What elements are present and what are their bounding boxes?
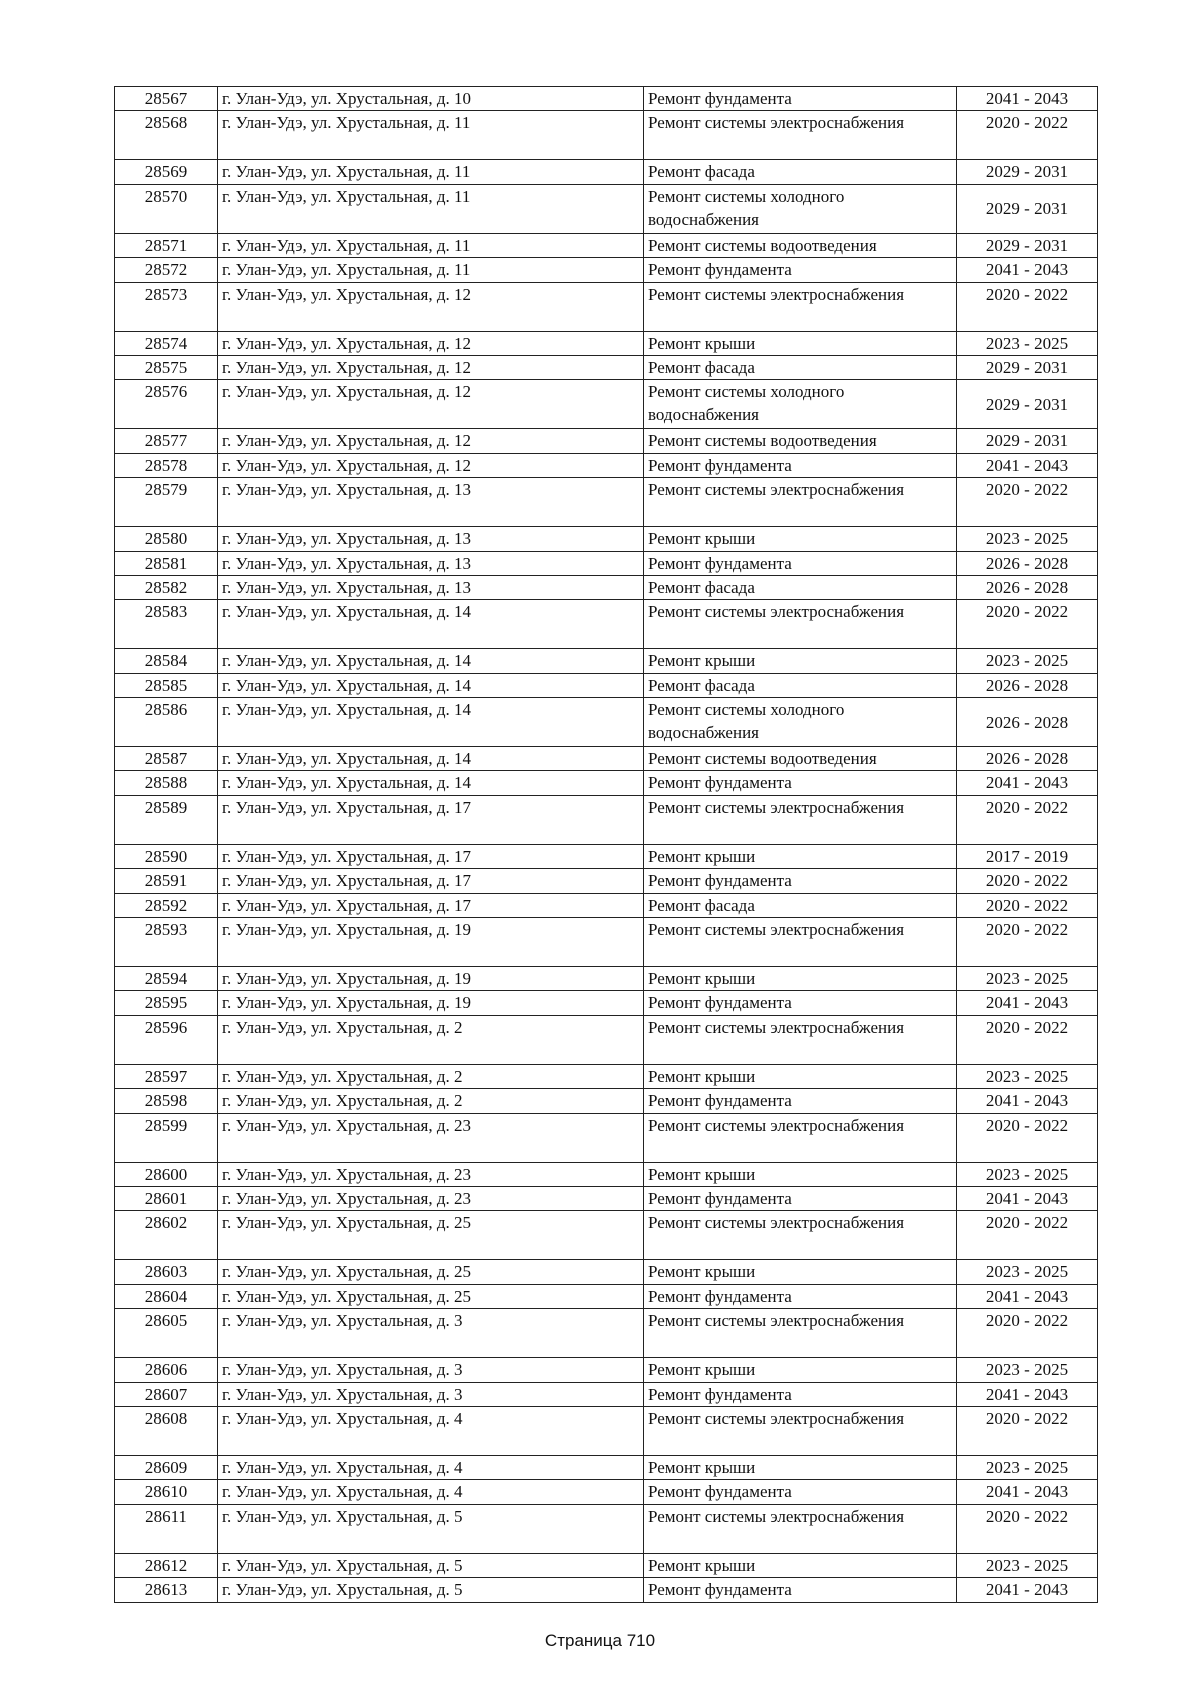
period-cell: 2020 - 2022 (957, 282, 1098, 331)
work-type-cell: Ремонт системы электроснабжения (644, 1211, 957, 1260)
address-cell: г. Улан-Удэ, ул. Хрустальная, д. 23 (218, 1162, 644, 1186)
table-row (115, 893, 1098, 917)
record-id-cell: 28579 (115, 478, 218, 527)
period-cell: 2026 - 2028 (957, 673, 1098, 697)
address-cell: г. Улан-Удэ, ул. Хрустальная, д. 12 (218, 331, 644, 355)
record-id-cell: 28586 (115, 698, 218, 747)
table-row (115, 331, 1098, 355)
address-cell: г. Улан-Удэ, ул. Хрустальная, д. 11 (218, 258, 644, 282)
record-id-cell: 28574 (115, 331, 218, 355)
address-cell: г. Улан-Удэ, ул. Хрустальная, д. 23 (218, 1186, 644, 1210)
table-row (115, 1186, 1098, 1210)
work-type-cell: Ремонт фундамента (644, 87, 957, 111)
period-cell: 2041 - 2043 (957, 1089, 1098, 1113)
table-row (115, 967, 1098, 991)
table-row (115, 1358, 1098, 1382)
record-id-cell: 28594 (115, 967, 218, 991)
address-cell: г. Улан-Удэ, ул. Хрустальная, д. 25 (218, 1260, 644, 1284)
work-type-cell: Ремонт фундамента (644, 991, 957, 1015)
address-cell: г. Улан-Удэ, ул. Хрустальная, д. 5 (218, 1553, 644, 1577)
work-type-cell: Ремонт крыши (644, 967, 957, 991)
period-cell: 2020 - 2022 (957, 1504, 1098, 1553)
address-cell: г. Улан-Удэ, ул. Хрустальная, д. 11 (218, 160, 644, 184)
work-type-cell: Ремонт фундамента (644, 771, 957, 795)
table-row (115, 747, 1098, 771)
table-row (115, 1309, 1098, 1358)
period-cell: 2041 - 2043 (957, 1578, 1098, 1602)
address-cell: г. Улан-Удэ, ул. Хрустальная, д. 13 (218, 551, 644, 575)
table-row (115, 575, 1098, 599)
table-row (115, 771, 1098, 795)
period-cell: 2029 - 2031 (957, 355, 1098, 379)
record-id-cell: 28571 (115, 233, 218, 257)
work-type-cell: Ремонт крыши (644, 1162, 957, 1186)
period-cell: 2026 - 2028 (957, 551, 1098, 575)
period-cell: 2023 - 2025 (957, 649, 1098, 673)
table-row (115, 795, 1098, 844)
address-cell: г. Улан-Удэ, ул. Хрустальная, д. 17 (218, 795, 644, 844)
record-id-cell: 28607 (115, 1382, 218, 1406)
record-id-cell: 28613 (115, 1578, 218, 1602)
table-row (115, 111, 1098, 160)
table-row (115, 184, 1098, 233)
address-cell: г. Улан-Удэ, ул. Хрустальная, д. 13 (218, 478, 644, 527)
address-cell: г. Улан-Удэ, ул. Хрустальная, д. 11 (218, 111, 644, 160)
address-cell: г. Улан-Удэ, ул. Хрустальная, д. 2 (218, 1089, 644, 1113)
record-id-cell: 28596 (115, 1015, 218, 1064)
table-row (115, 429, 1098, 453)
address-cell: г. Улан-Удэ, ул. Хрустальная, д. 11 (218, 184, 644, 233)
work-type-cell: Ремонт крыши (644, 527, 957, 551)
address-cell: г. Улан-Удэ, ул. Хрустальная, д. 14 (218, 771, 644, 795)
period-cell: 2023 - 2025 (957, 1260, 1098, 1284)
record-id-cell: 28593 (115, 918, 218, 967)
period-cell: 2041 - 2043 (957, 1186, 1098, 1210)
address-cell: г. Улан-Удэ, ул. Хрустальная, д. 12 (218, 453, 644, 477)
record-id-cell: 28590 (115, 844, 218, 868)
record-id-cell: 28595 (115, 991, 218, 1015)
record-id-cell: 28585 (115, 673, 218, 697)
address-cell: г. Улан-Удэ, ул. Хрустальная, д. 5 (218, 1578, 644, 1602)
address-cell: г. Улан-Удэ, ул. Хрустальная, д. 2 (218, 1064, 644, 1088)
table-row (115, 991, 1098, 1015)
period-cell: 2020 - 2022 (957, 1211, 1098, 1260)
table-row (115, 453, 1098, 477)
period-cell: 2023 - 2025 (957, 1455, 1098, 1479)
record-id-cell: 28589 (115, 795, 218, 844)
address-cell: г. Улан-Удэ, ул. Хрустальная, д. 25 (218, 1284, 644, 1308)
work-type-cell: Ремонт системы электроснабжения (644, 1406, 957, 1455)
work-type-cell: Ремонт фундамента (644, 551, 957, 575)
address-cell: г. Улан-Удэ, ул. Хрустальная, д. 4 (218, 1455, 644, 1479)
table-row (115, 1406, 1098, 1455)
table-row (115, 1260, 1098, 1284)
table-row (115, 233, 1098, 257)
table-row (115, 869, 1098, 893)
address-cell: г. Улан-Удэ, ул. Хрустальная, д. 14 (218, 673, 644, 697)
table-row (115, 1162, 1098, 1186)
record-id-cell: 28601 (115, 1186, 218, 1210)
table-row (115, 1211, 1098, 1260)
record-id-cell: 28573 (115, 282, 218, 331)
record-id-cell: 28611 (115, 1504, 218, 1553)
record-id-cell: 28597 (115, 1064, 218, 1088)
table-row (115, 1064, 1098, 1088)
table-row (115, 1015, 1098, 1064)
period-cell: 2020 - 2022 (957, 478, 1098, 527)
address-cell: г. Улан-Удэ, ул. Хрустальная, д. 4 (218, 1480, 644, 1504)
record-id-cell: 28591 (115, 869, 218, 893)
work-type-cell: Ремонт системы электроснабжения (644, 1504, 957, 1553)
record-id-cell: 28600 (115, 1162, 218, 1186)
record-id-cell: 28599 (115, 1113, 218, 1162)
work-type-cell: Ремонт фасада (644, 575, 957, 599)
address-cell: г. Улан-Удэ, ул. Хрустальная, д. 13 (218, 527, 644, 551)
record-id-cell: 28582 (115, 575, 218, 599)
address-cell: г. Улан-Удэ, ул. Хрустальная, д. 17 (218, 893, 644, 917)
period-cell: 2029 - 2031 (957, 429, 1098, 453)
address-cell: г. Улан-Удэ, ул. Хрустальная, д. 25 (218, 1211, 644, 1260)
work-type-cell: Ремонт крыши (644, 331, 957, 355)
record-id-cell: 28588 (115, 771, 218, 795)
record-id-cell: 28581 (115, 551, 218, 575)
period-cell: 2020 - 2022 (957, 600, 1098, 649)
record-id-cell: 28570 (115, 184, 218, 233)
address-cell: г. Улан-Удэ, ул. Хрустальная, д. 13 (218, 575, 644, 599)
work-type-cell: Ремонт системы электроснабжения (644, 1015, 957, 1064)
period-cell: 2020 - 2022 (957, 1406, 1098, 1455)
address-cell: г. Улан-Удэ, ул. Хрустальная, д. 14 (218, 649, 644, 673)
table-row (115, 355, 1098, 379)
work-type-cell: Ремонт системы электроснабжения (644, 795, 957, 844)
period-cell: 2020 - 2022 (957, 893, 1098, 917)
period-cell: 2041 - 2043 (957, 1382, 1098, 1406)
table-row (115, 551, 1098, 575)
work-type-cell: Ремонт системы холодного водоснабжения (644, 698, 957, 747)
address-cell: г. Улан-Удэ, ул. Хрустальная, д. 12 (218, 380, 644, 429)
address-cell: г. Улан-Удэ, ул. Хрустальная, д. 3 (218, 1358, 644, 1382)
work-type-cell: Ремонт фундамента (644, 1186, 957, 1210)
address-cell: г. Улан-Удэ, ул. Хрустальная, д. 3 (218, 1309, 644, 1358)
period-cell: 2041 - 2043 (957, 991, 1098, 1015)
record-id-cell: 28606 (115, 1358, 218, 1382)
work-type-cell: Ремонт системы водоотведения (644, 747, 957, 771)
work-type-cell: Ремонт крыши (644, 1064, 957, 1088)
period-cell: 2041 - 2043 (957, 1284, 1098, 1308)
record-id-cell: 28578 (115, 453, 218, 477)
period-cell: 2023 - 2025 (957, 1064, 1098, 1088)
address-cell: г. Улан-Удэ, ул. Хрустальная, д. 23 (218, 1113, 644, 1162)
table-row (115, 1455, 1098, 1479)
record-id-cell: 28584 (115, 649, 218, 673)
work-type-cell: Ремонт фасада (644, 355, 957, 379)
work-type-cell: Ремонт крыши (644, 649, 957, 673)
table-row (115, 1284, 1098, 1308)
work-type-cell: Ремонт фасада (644, 673, 957, 697)
period-cell: 2023 - 2025 (957, 527, 1098, 551)
table-row (115, 1578, 1098, 1602)
address-cell: г. Улан-Удэ, ул. Хрустальная, д. 12 (218, 429, 644, 453)
work-type-cell: Ремонт фундамента (644, 1578, 957, 1602)
period-cell: 2020 - 2022 (957, 111, 1098, 160)
address-cell: г. Улан-Удэ, ул. Хрустальная, д. 4 (218, 1406, 644, 1455)
table-row (115, 258, 1098, 282)
period-cell: 2023 - 2025 (957, 1358, 1098, 1382)
record-id-cell: 28609 (115, 1455, 218, 1479)
work-type-cell: Ремонт крыши (644, 1455, 957, 1479)
period-cell: 2020 - 2022 (957, 869, 1098, 893)
address-cell: г. Улан-Удэ, ул. Хрустальная, д. 17 (218, 844, 644, 868)
table-row (115, 1382, 1098, 1406)
record-id-cell: 28583 (115, 600, 218, 649)
period-cell: 2020 - 2022 (957, 1015, 1098, 1064)
work-type-cell: Ремонт фундамента (644, 1480, 957, 1504)
period-cell: 2041 - 2043 (957, 87, 1098, 111)
table-row (115, 160, 1098, 184)
table-row (115, 1504, 1098, 1553)
record-id-cell: 28602 (115, 1211, 218, 1260)
period-cell: 2041 - 2043 (957, 1480, 1098, 1504)
period-cell: 2029 - 2031 (957, 233, 1098, 257)
period-cell: 2029 - 2031 (957, 380, 1098, 429)
address-cell: г. Улан-Удэ, ул. Хрустальная, д. 3 (218, 1382, 644, 1406)
address-cell: г. Улан-Удэ, ул. Хрустальная, д. 5 (218, 1504, 644, 1553)
period-cell: 2041 - 2043 (957, 258, 1098, 282)
table-row (115, 844, 1098, 868)
period-cell: 2023 - 2025 (957, 967, 1098, 991)
address-cell: г. Улан-Удэ, ул. Хрустальная, д. 14 (218, 747, 644, 771)
work-type-cell: Ремонт системы холодного водоснабжения (644, 380, 957, 429)
work-type-cell: Ремонт крыши (644, 1260, 957, 1284)
period-cell: 2026 - 2028 (957, 698, 1098, 747)
work-type-cell: Ремонт фасада (644, 893, 957, 917)
table-row (115, 1480, 1098, 1504)
period-cell: 2020 - 2022 (957, 918, 1098, 967)
table-row (115, 478, 1098, 527)
work-type-cell: Ремонт фасада (644, 160, 957, 184)
work-type-cell: Ремонт фундамента (644, 1089, 957, 1113)
period-cell: 2020 - 2022 (957, 1309, 1098, 1358)
period-cell: 2023 - 2025 (957, 331, 1098, 355)
table-row (115, 698, 1098, 747)
record-id-cell: 28598 (115, 1089, 218, 1113)
record-id-cell: 28610 (115, 1480, 218, 1504)
work-type-cell: Ремонт крыши (644, 1553, 957, 1577)
address-cell: г. Улан-Удэ, ул. Хрустальная, д. 2 (218, 1015, 644, 1064)
work-type-cell: Ремонт крыши (644, 1358, 957, 1382)
record-id-cell: 28587 (115, 747, 218, 771)
work-type-cell: Ремонт системы электроснабжения (644, 600, 957, 649)
table-row (115, 380, 1098, 429)
address-cell: г. Улан-Удэ, ул. Хрустальная, д. 12 (218, 282, 644, 331)
register-table (114, 86, 1098, 1603)
work-type-cell: Ремонт фундамента (644, 869, 957, 893)
table-row (115, 282, 1098, 331)
work-type-cell: Ремонт системы холодного водоснабжения (644, 184, 957, 233)
work-type-cell: Ремонт фундамента (644, 1382, 957, 1406)
period-cell: 2026 - 2028 (957, 747, 1098, 771)
table-row (115, 527, 1098, 551)
work-type-cell: Ремонт системы электроснабжения (644, 918, 957, 967)
period-cell: 2020 - 2022 (957, 795, 1098, 844)
work-type-cell: Ремонт системы водоотведения (644, 429, 957, 453)
table-row (115, 673, 1098, 697)
record-id-cell: 28603 (115, 1260, 218, 1284)
work-type-cell: Ремонт фундамента (644, 1284, 957, 1308)
table-row (115, 1553, 1098, 1577)
period-cell: 2017 - 2019 (957, 844, 1098, 868)
address-cell: г. Улан-Удэ, ул. Хрустальная, д. 10 (218, 87, 644, 111)
page-number: Страница 710 (544, 1631, 656, 1650)
record-id-cell: 28575 (115, 355, 218, 379)
record-id-cell: 28567 (115, 87, 218, 111)
address-cell: г. Улан-Удэ, ул. Хрустальная, д. 14 (218, 698, 644, 747)
work-type-cell: Ремонт фундамента (644, 258, 957, 282)
table-row (115, 600, 1098, 649)
period-cell: 2029 - 2031 (957, 184, 1098, 233)
address-cell: г. Улан-Удэ, ул. Хрустальная, д. 14 (218, 600, 644, 649)
table-row (115, 1113, 1098, 1162)
table-row (115, 649, 1098, 673)
period-cell: 2029 - 2031 (957, 160, 1098, 184)
period-cell: 2020 - 2022 (957, 1113, 1098, 1162)
work-type-cell: Ремонт фундамента (644, 453, 957, 477)
work-type-cell: Ремонт системы электроснабжения (644, 1309, 957, 1358)
record-id-cell: 28580 (115, 527, 218, 551)
work-type-cell: Ремонт системы водоотведения (644, 233, 957, 257)
period-cell: 2041 - 2043 (957, 771, 1098, 795)
record-id-cell: 28604 (115, 1284, 218, 1308)
work-type-cell: Ремонт системы электроснабжения (644, 478, 957, 527)
address-cell: г. Улан-Удэ, ул. Хрустальная, д. 19 (218, 991, 644, 1015)
address-cell: г. Улан-Удэ, ул. Хрустальная, д. 19 (218, 967, 644, 991)
work-type-cell: Ремонт крыши (644, 844, 957, 868)
address-cell: г. Улан-Удэ, ул. Хрустальная, д. 11 (218, 233, 644, 257)
record-id-cell: 28569 (115, 160, 218, 184)
work-type-cell: Ремонт системы электроснабжения (644, 111, 957, 160)
table-row (115, 1089, 1098, 1113)
period-cell: 2023 - 2025 (957, 1553, 1098, 1577)
record-id-cell: 28605 (115, 1309, 218, 1358)
address-cell: г. Улан-Удэ, ул. Хрустальная, д. 19 (218, 918, 644, 967)
work-type-cell: Ремонт системы электроснабжения (644, 1113, 957, 1162)
period-cell: 2041 - 2043 (957, 453, 1098, 477)
table-row (115, 918, 1098, 967)
address-cell: г. Улан-Удэ, ул. Хрустальная, д. 12 (218, 355, 644, 379)
period-cell: 2023 - 2025 (957, 1162, 1098, 1186)
table-row (115, 87, 1098, 111)
work-type-cell: Ремонт системы электроснабжения (644, 282, 957, 331)
record-id-cell: 28572 (115, 258, 218, 282)
record-id-cell: 28576 (115, 380, 218, 429)
record-id-cell: 28612 (115, 1553, 218, 1577)
register-table-body (115, 87, 1098, 1603)
period-cell: 2026 - 2028 (957, 575, 1098, 599)
record-id-cell: 28577 (115, 429, 218, 453)
record-id-cell: 28592 (115, 893, 218, 917)
record-id-cell: 28568 (115, 111, 218, 160)
record-id-cell: 28608 (115, 1406, 218, 1455)
address-cell: г. Улан-Удэ, ул. Хрустальная, д. 17 (218, 869, 644, 893)
